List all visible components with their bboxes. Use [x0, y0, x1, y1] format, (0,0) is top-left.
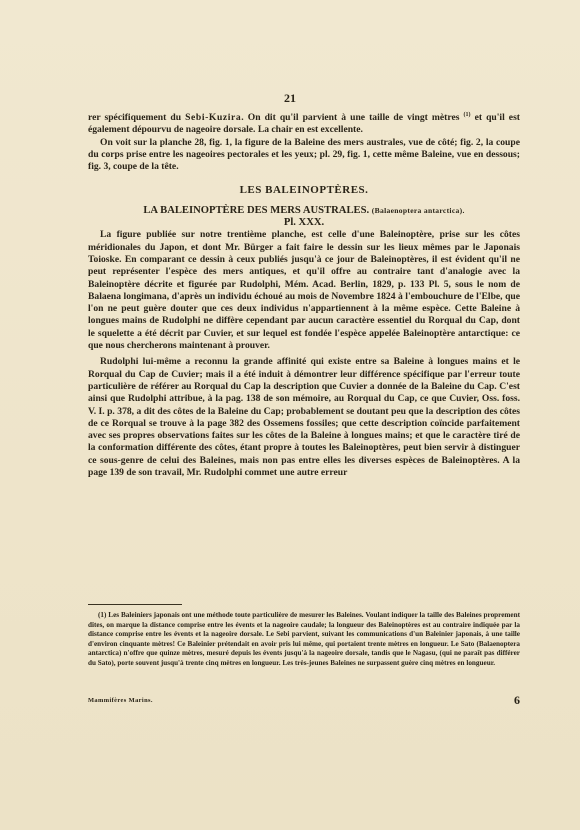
signature-mark: 6: [514, 693, 520, 707]
page-number: 21: [284, 91, 296, 105]
species-name: Sebi-Kuzira: [185, 112, 242, 123]
footnote-rule: [88, 604, 182, 605]
intro-paragraph-2: On voit sur la planche 28, fig. 1, la figure de la Baleine des mers australes, vue de côté; fig. 2, la coupe du corps prise entre les nageoires pectorales et les yeux; pl. 29, fig. 1, cette même Baleine, vue en dessous; fig. 3, coupe de la tête.: [88, 136, 520, 173]
footer-label: Mammifères Marins.: [88, 697, 153, 704]
intro-paragraph-1: rer spécifiquement du Sebi-Kuzira. On dit qu'il parvient à une taille de vingt mètres $^{(1)}$ et qu'il est également dépourvu de nageoire dorsale. La chair en est excellente.: [88, 111, 520, 136]
footnote-marker: (1): [463, 111, 471, 118]
plate-reference: Pl. XXX.: [283, 217, 325, 229]
paragraph-1: La figure publiée sur notre trentième planche, est celle d'une Baleinoptère, prise sur les côtes méridionales du Japon, et dont Mr. Bürger a fait faire le dessin sur les lieux mêmes par le Japonais Toioske. En comparant ce dessin à ceux publiés jusqu'à ce jour de Baleinoptères, il est évident qu'il ne peut représenter l'espèce des mers antiques, et qu'il offre au contraire tant d'analogie avec la Baleinoptère décrite et figurée par Rudolphi, Mém. Acad. Berlin, 1829, p. 133 Pl. 5, sous le nom de Balaena longimana, d'après un individu échoué au mois de Novembre 1824 à l'embouchure de l'Elbe, que l'on ne peut guère douter que ces deux individus n'appartiennent à la même espèce. Cette Baleine à longues mains de Rudolphi ne diffère cependant par aucun caractère essentiel du Rorqual du Cap, dont le squelette a été décrit par Cuvier, et sur lequel est fondée l'espèce appelée Baleinoptère antarctique: ce que nous chercherons maintenant à prouver.: [88, 229, 520, 352]
footnote-text: (1) Les Baleiniers japonais ont une méthode toute particulière de mesurer les Baleines. Voulant indiquer la taille des Baleines proprement dites, on marque la distance comprise entre les évents et la nageoire caudale; la longueur des Baleinoptères est au contraire indiquée par la distance comprise entre les évents et la nageoire dorsale. Le Sebi parvient, suivant les communications d'un Baleinier japonais, à une taille d'environ cinquante mètres! Ce Baleinier prétendait en avoir pris lui même, qui portaient trente mètres en longueur. Le Sato (Balaenoptera antarctica) n'offre que quinze mètres, mesuré depuis les évents jusqu'à la nageoire dorsale, tandis que le Nagasu, (qui ne paraît pas différer du Sato), porte souvent jusqu'à trente cinq mètres en longueur. Les très-jeunes Baleines ne surpassent guère cinq mètres en longueur.: [88, 611, 520, 667]
paragraph-2: Rudolphi lui-même a reconnu la grande affinité qui existe entre sa Baleine à longues mains et le Rorqual du Cap de Cuvier; mais il a été induit à démontrer leur différence spécifique par l'erreur toute particulière de référer au Rorqual du Cap la description que Cuvier a donnée de la Baleine du Cap. C'est ainsi que Rudolphi attribue, à la pag. 138 de son mémoire, au Rorqual du Cap, ce que Cuvier, Oss. foss. V. I. p. 378, a dit des côtes de la Baleine du Cap; probablement se doutant peu que la description des côtes de ce Rorqual se trouve à la page 382 des Ossemens fossiles; que cette description coïncide parfaitement avec ses propres observations faites sur les côtes de la Baleine à longues mains; et que le caractère tiré de la conformation différente des côtes, étant propre à toutes les Baleinoptères, peut bien servir à distinguer ce sous-genre de celui des Baleines, mais non pas entre elles les diverses espèces de Baleinoptères. A la page 139 de son travail, Mr. Rudolphi commet une autre erreur: [88, 356, 520, 479]
section-title: LES BALEINOPTÈRES.: [239, 184, 369, 197]
body-text: [88, 112, 520, 479]
footnote: [88, 611, 520, 669]
subsection-title: LA BALEINOPTÈRE DES MERS AUSTRALES. (Balaenoptera antarctica).: [143, 204, 465, 216]
latin-name: (Balaenoptera antarctica).: [371, 205, 465, 215]
